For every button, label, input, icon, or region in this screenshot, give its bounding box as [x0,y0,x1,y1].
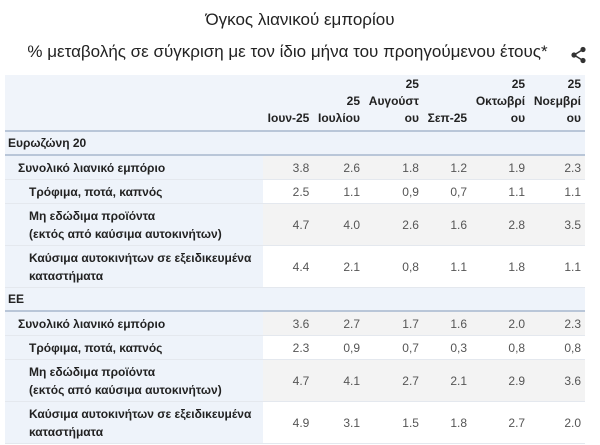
value-cell: 4.1 [313,360,364,402]
column-header-line: Οκτωβρί [475,94,526,108]
retail-volume-table [5,75,585,444]
column-header-line: 25 [567,77,581,91]
value-cell: 0,7 [364,336,423,360]
column-header-line: Νοεμβρί [533,94,581,108]
value-cell: 2.7 [313,311,364,336]
row-label-line: Τρόφιμα, ποτά, καπνός [29,184,163,199]
value-cell: 1.2 [423,155,471,180]
value-cell: 1.8 [471,246,529,288]
section-row [5,131,585,155]
row-label [5,246,263,288]
value-cell: 2.9 [471,360,529,402]
value-cell: 4.9 [263,402,313,444]
value-cell: 2.7 [364,360,423,402]
value-cell: 0,8 [364,246,423,288]
table-row [5,204,585,246]
value-cell: 0,8 [529,336,585,360]
row-label-line: Τρόφιμα, ποτά, καπνός [29,340,163,355]
row-label-line: καταστήματα [29,424,104,439]
value-cell: 3.6 [529,360,585,402]
column-header-line: ου [404,111,419,125]
column-header-line: 25 [405,77,419,91]
value-cell: 2.0 [529,402,585,444]
column-header-line: 25 [346,94,360,108]
value-cell: 1.8 [423,402,471,444]
value-cell: 2.5 [263,180,313,204]
table-row [5,246,585,288]
value-cell: 2.8 [471,204,529,246]
value-cell: 2.3 [529,311,585,336]
section-name: Ευρωζώνη 20 [5,131,585,155]
value-cell: 0,9 [313,336,364,360]
value-cell: 1.8 [364,155,423,180]
table-row [5,311,585,336]
section-row [5,288,585,312]
value-cell: 2.3 [263,336,313,360]
value-cell: 2.6 [364,204,423,246]
value-cell: 2.0 [471,311,529,336]
row-label-line: (εκτός από καύσιμα αυτοκινήτων) [29,226,222,241]
value-cell: 4.4 [263,246,313,288]
chart-subtitle: % μεταβολής σε σύγκριση με τον ίδιο μήνα του προηγούμενου έτους* [27,42,548,61]
row-label [5,311,263,336]
row-label-line: Συνολικό λιανικό εμπόριο [18,316,166,331]
value-cell: 0,3 [423,336,471,360]
value-cell: 4.7 [263,204,313,246]
row-label [5,336,263,360]
row-label [5,360,263,402]
column-header-line: Ιουν-25 [267,111,310,125]
row-label-line: Μη εδώδιμα προϊόντα [29,208,156,223]
column-header-line: ου [510,111,526,125]
row-label-line: Καύσιμα αυτοκινήτων σε εξειδικευμένα [29,250,252,265]
row-label-line: Συνολικό λιανικό εμπόριο [18,160,166,175]
row-label-line: (εκτός από καύσιμα αυτοκινήτων) [29,382,222,397]
row-label [5,204,263,246]
value-cell: 1.1 [313,180,364,204]
table-row [5,336,585,360]
value-cell: 3.8 [263,155,313,180]
column-header [529,75,585,131]
value-cell: 3.6 [263,311,313,336]
row-label-line: Μη εδώδιμα προϊόντα [29,364,156,379]
value-cell: 2.7 [471,402,529,444]
header-row [5,75,585,131]
value-cell: 1.1 [471,180,529,204]
value-cell: 4.7 [263,360,313,402]
value-cell: 1.7 [364,311,423,336]
value-cell: 1.1 [529,180,585,204]
value-cell: 1.9 [471,155,529,180]
chart-title: Όγκος λιανικού εμπορίου [205,10,395,29]
value-cell: 3.5 [529,204,585,246]
column-header [471,75,529,131]
column-header [313,75,364,131]
value-cell: 2.6 [313,155,364,180]
value-cell: 1.1 [423,246,471,288]
row-label [5,402,263,444]
column-header-line: Σεπ-25 [427,111,468,125]
table-row [5,402,585,444]
row-label [5,155,263,180]
value-cell: 2.3 [529,155,585,180]
value-cell: 0,9 [364,180,423,204]
row-label-line: καταστήματα [29,268,104,283]
value-cell: 1.5 [364,402,423,444]
column-header-line: 25 [511,77,526,91]
column-header-line: Αυγούστ [368,94,419,108]
value-cell: 2.1 [313,246,364,288]
value-cell: 1.6 [423,204,471,246]
column-header [263,75,313,131]
column-header-line: ου [566,111,581,125]
value-cell: 1.1 [529,246,585,288]
row-label-line: Καύσιμα αυτοκινήτων σε εξειδικευμένα [29,406,252,421]
header-label-cell [5,75,263,131]
value-cell: 0,8 [471,336,529,360]
column-header [423,75,471,131]
value-cell: 2.1 [423,360,471,402]
table-row [5,155,585,180]
table-row [5,360,585,402]
column-header-line: Ιουλίου [318,111,360,125]
column-header [364,75,423,131]
table-row [5,180,585,204]
row-label [5,180,263,204]
value-cell: 0,7 [423,180,471,204]
value-cell: 3.1 [313,402,364,444]
share-icon[interactable] [570,46,588,64]
value-cell: 1.6 [423,311,471,336]
section-name: ΕΕ [5,288,585,312]
value-cell: 4.0 [313,204,364,246]
